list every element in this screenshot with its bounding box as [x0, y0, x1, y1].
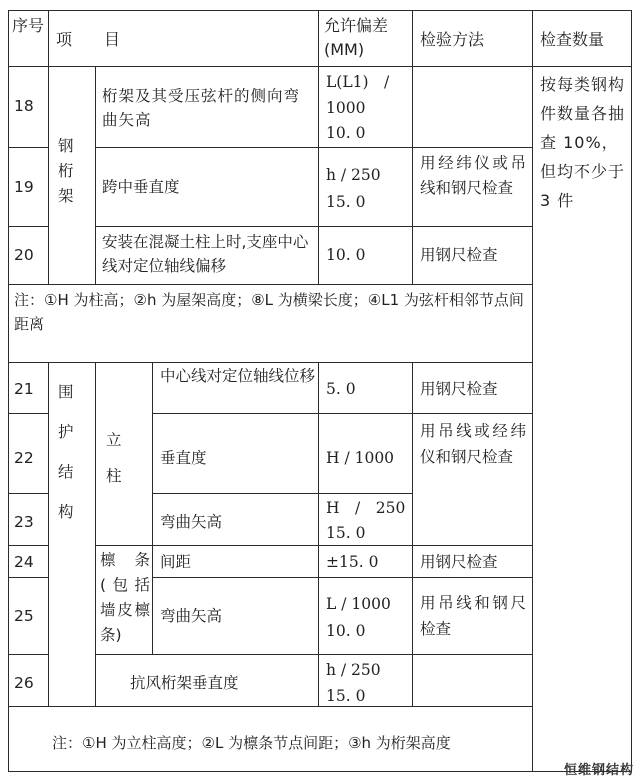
row-22-tol: H / 1000 — [326, 449, 395, 467]
row-23-no: 23 — [14, 513, 34, 531]
header-item: 项 目 — [56, 30, 121, 49]
row-18-item: 桁架及其受压弦杆的侧向弯曲矢高 — [102, 87, 301, 129]
row-23-tol-1: H / 250 — [326, 499, 406, 517]
row-20-item: 安装在混凝土柱上时,支座中心线对定位轴线偏移 — [102, 233, 309, 275]
note-truss: 注：①H 为柱高；②h 为屋架高度；⑧L 为横梁长度；④L1 为弦杆相邻节点间距离 — [14, 291, 524, 333]
header-tolerance: 允许偏差(MM) — [324, 16, 389, 59]
row-18-tol-3: 10. 0 — [326, 124, 366, 142]
row-26-tol-1: h / 250 — [326, 661, 381, 679]
quantity-rule: 按每类钢构件数量各抽查 10%，但均不少于3 件 — [540, 75, 626, 210]
group-column: 立柱 — [106, 431, 122, 485]
row-19-no: 19 — [14, 178, 34, 196]
header-method: 检验方法 — [420, 30, 485, 49]
row-20-tol: 10. 0 — [326, 246, 366, 264]
row-24-no: 24 — [14, 553, 34, 571]
row-19-item: 跨中垂直度 — [102, 178, 180, 196]
group-enclosure: 围护结构 — [58, 383, 74, 521]
row-22-item: 垂直度 — [160, 449, 207, 467]
row-19-tol-1: h / 250 — [326, 166, 381, 184]
row-22-method: 用吊线或经纬仪和钢尺检查 — [420, 422, 526, 466]
row-23-item: 弯曲矢高 — [160, 513, 223, 531]
row-26-tol-2: 15. 0 — [326, 687, 366, 705]
row-26-no: 26 — [14, 674, 34, 692]
row-20-no: 20 — [14, 246, 34, 264]
header-quantity: 检查数量 — [540, 30, 605, 49]
row-22-no: 22 — [14, 449, 34, 467]
row-26-item: 抗风桁架垂直度 — [130, 674, 239, 692]
row-24-tol: ±15. 0 — [326, 553, 379, 571]
row-25-method: 用吊线和钢尺检查 — [420, 594, 526, 638]
group-purlin: 檩条(包括墙皮檩条) — [100, 551, 150, 644]
row-18-no: 18 — [14, 97, 34, 115]
note-enclosure: 注：①H 为立柱高度；②L 为檩条节点间距；③h 为桁架高度 — [52, 734, 451, 752]
row-24-item: 间距 — [160, 553, 192, 571]
row-25-no: 25 — [14, 607, 34, 625]
row-25-tol-2: 10. 0 — [326, 622, 366, 640]
row-21-no: 21 — [14, 380, 34, 398]
row-18-tol-2: 1000 — [326, 99, 366, 117]
row-19-method: 用经纬仪或吊线和钢尺检查 — [420, 154, 526, 197]
row-21-item: 中心线对定位轴线位移 — [160, 367, 316, 385]
header-seq: 序号 — [12, 16, 45, 35]
row-24-method: 用钢尺检查 — [420, 553, 498, 571]
row-25-item: 弯曲矢高 — [160, 607, 223, 625]
group-truss: 钢桁架 — [58, 137, 74, 205]
row-21-tol: 5. 0 — [326, 380, 356, 398]
row-18-tol-1: L(L1) / — [326, 73, 390, 91]
row-25-tol-1: L / 1000 — [326, 595, 391, 613]
row-21-method: 用钢尺检查 — [420, 380, 498, 398]
row-20-method: 用钢尺检查 — [420, 246, 498, 264]
row-19-tol-2: 15. 0 — [326, 193, 366, 211]
row-23-tol-2: 15. 0 — [326, 524, 366, 542]
watermark: 恒维钢结构 — [563, 763, 634, 778]
